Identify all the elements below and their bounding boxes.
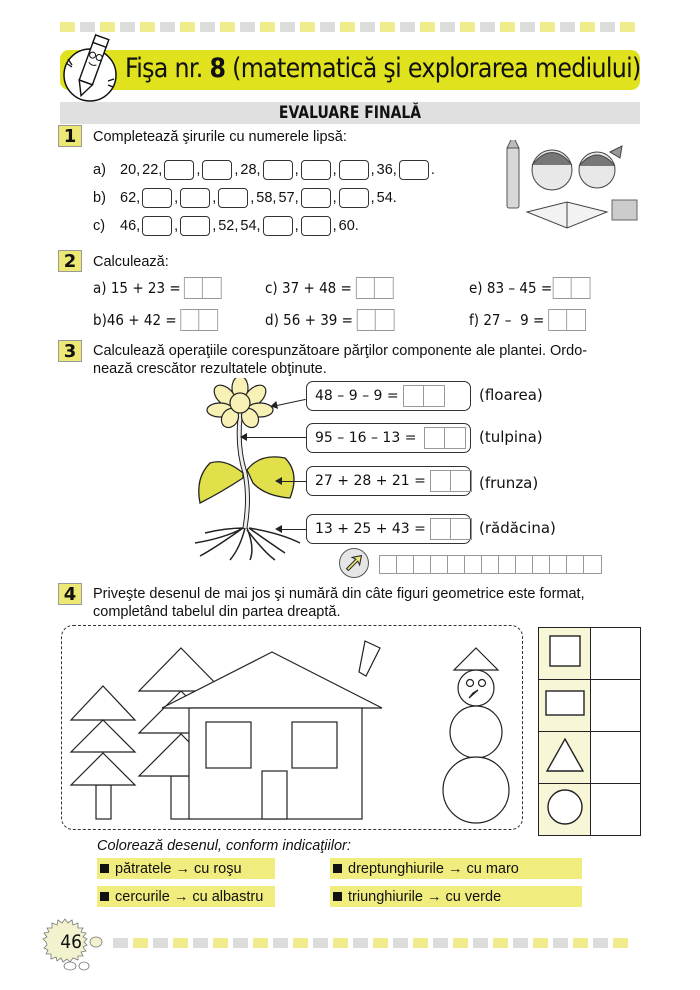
sequence-value: 36, xyxy=(376,162,397,178)
calc-label: f) xyxy=(469,311,480,329)
calc-expression: 56 + 39 = xyxy=(283,311,354,329)
stripe-square xyxy=(313,938,328,948)
order-cell[interactable] xyxy=(516,556,533,573)
triangle xyxy=(71,720,135,752)
stripe-square xyxy=(593,938,608,948)
answer-box[interactable] xyxy=(180,309,218,331)
stripe-square xyxy=(360,22,375,32)
pointer-to-root xyxy=(281,529,306,530)
window-square xyxy=(206,722,251,768)
bottom-decorative-stripe xyxy=(113,938,628,948)
row-label: a) xyxy=(93,162,106,178)
sequence-value: 52, xyxy=(218,218,239,234)
exercise-3-instruction-line-2: nează crescător rezultatele obţinute. xyxy=(93,361,327,377)
arrow-order-icon xyxy=(339,548,369,578)
count-cell-squares[interactable] xyxy=(591,628,641,680)
answer-box[interactable] xyxy=(424,427,466,449)
section-title: EVALUARE FINALĂ xyxy=(278,103,422,123)
calc-label: d) xyxy=(265,311,279,329)
stripe-square xyxy=(553,938,568,948)
calc-expression: 15 + 23 = xyxy=(110,279,181,297)
coloring-instruction: Colorează desenul, conform indicaţiilor: xyxy=(97,838,351,854)
calc-e xyxy=(469,277,591,299)
stripe-square xyxy=(540,22,555,32)
tree-trunk-rectangle xyxy=(171,776,191,819)
tree-trunk-rectangle xyxy=(96,785,111,819)
calc-f xyxy=(469,309,586,331)
order-cell[interactable] xyxy=(567,556,584,573)
sequence-value: 28, xyxy=(240,162,261,178)
sequence-value: , xyxy=(332,218,337,234)
sheet-number: 8 xyxy=(209,53,226,84)
operation-expression: 13 + 25 + 43 = xyxy=(315,521,426,537)
sequence-value: , xyxy=(174,190,179,206)
operation-leaf xyxy=(306,466,471,496)
stripe-square xyxy=(160,22,175,32)
missing-number-box[interactable] xyxy=(263,160,293,180)
shape-count-table xyxy=(538,627,641,836)
stripe-square xyxy=(580,22,595,32)
sequence-value: , xyxy=(370,162,375,178)
stripe-square xyxy=(120,22,135,32)
stripe-square xyxy=(260,22,275,32)
order-cell[interactable] xyxy=(431,556,448,573)
stripe-square xyxy=(453,938,468,948)
calc-expression: 46 + 42 = xyxy=(106,311,177,329)
table-row xyxy=(539,680,641,732)
page-number: 46 xyxy=(60,931,82,953)
sequence-value: 62, xyxy=(120,190,141,206)
sequence-value: , xyxy=(234,162,239,178)
bullet-square-icon xyxy=(100,892,109,901)
stripe-square xyxy=(380,22,395,32)
operation-stem xyxy=(306,423,471,453)
calc-b xyxy=(93,309,218,331)
calc-d xyxy=(265,309,394,331)
stripe-square xyxy=(100,22,115,32)
row-label: b) xyxy=(93,190,106,206)
calc-label: a) xyxy=(93,279,107,297)
hat-triangle xyxy=(454,648,498,670)
sequence-value: , xyxy=(212,190,217,206)
stripe-square xyxy=(533,938,548,948)
plant-illustration xyxy=(185,378,315,563)
rule-text: cercurile → cu albastru xyxy=(115,888,264,905)
stripe-square xyxy=(520,22,535,32)
geometric-drawing xyxy=(55,620,535,835)
sequence-value: , xyxy=(196,162,201,178)
body-circle xyxy=(450,706,502,758)
ordered-results-strip[interactable] xyxy=(379,555,602,574)
sequence-value: , xyxy=(332,190,337,206)
order-cell[interactable] xyxy=(465,556,482,573)
stripe-square xyxy=(600,22,615,32)
stripe-square xyxy=(420,22,435,32)
sequence-value: 54, xyxy=(240,218,261,234)
coloring-rule-triangles xyxy=(330,886,582,907)
exercise-2-badge: 2 xyxy=(58,250,82,272)
sequence-row-c xyxy=(93,216,360,236)
pointer-to-leaf xyxy=(281,481,306,482)
table-row xyxy=(539,628,641,680)
calc-expression: 83 – 45 = xyxy=(486,279,553,297)
answer-box[interactable] xyxy=(357,309,395,331)
exercise-3-badge: 3 xyxy=(58,340,82,362)
count-cell-circles[interactable] xyxy=(591,784,641,836)
eye-circle xyxy=(467,680,474,687)
pencil-mascot-icon xyxy=(58,33,123,103)
missing-number-box[interactable] xyxy=(202,160,232,180)
order-cell[interactable] xyxy=(584,556,601,573)
title-subject: (matematică şi explorarea mediului) xyxy=(232,53,641,84)
answer-box[interactable] xyxy=(553,277,591,299)
missing-number-box[interactable] xyxy=(301,160,331,180)
missing-number-box[interactable] xyxy=(180,216,210,236)
missing-number-box[interactable] xyxy=(218,188,248,208)
stripe-square xyxy=(153,938,168,948)
stripe-square xyxy=(500,22,515,32)
sequence-value: , xyxy=(294,162,299,178)
stripe-square xyxy=(373,938,388,948)
coloring-rule-circles xyxy=(97,886,275,907)
calc-expression: 27 – 9 = xyxy=(483,311,545,329)
eye-circle xyxy=(479,680,486,687)
exercise-1-badge: 1 xyxy=(58,125,82,147)
missing-number-box[interactable] xyxy=(301,188,331,208)
bullet-square-icon xyxy=(333,892,342,901)
answer-box[interactable] xyxy=(184,277,222,299)
calc-label: c) xyxy=(265,279,278,297)
missing-number-box[interactable] xyxy=(142,188,172,208)
order-cell[interactable] xyxy=(448,556,465,573)
triangle xyxy=(71,686,135,720)
sequence-value: , xyxy=(294,218,299,234)
order-cell[interactable] xyxy=(550,556,567,573)
calc-c xyxy=(265,277,393,299)
order-cell[interactable] xyxy=(414,556,431,573)
title-prefix: Fişa nr. xyxy=(125,53,203,84)
bullet-square-icon xyxy=(100,864,109,873)
exercise-2-instruction: Calculează: xyxy=(93,254,169,270)
part-label-root: (rădăcina) xyxy=(479,519,556,537)
operation-expression: 48 – 9 – 9 = xyxy=(315,388,399,404)
sequence-value: 46, xyxy=(120,218,141,234)
top-decorative-stripe xyxy=(60,22,635,32)
answer-box[interactable] xyxy=(548,309,586,331)
answer-box[interactable] xyxy=(430,470,472,492)
stripe-square xyxy=(133,938,148,948)
sequence-row-b xyxy=(93,188,398,208)
stripe-square xyxy=(460,22,475,32)
stripe-square xyxy=(193,938,208,948)
chimney-rectangle xyxy=(359,641,380,676)
shape-cell xyxy=(539,784,591,836)
sequence-value: , xyxy=(370,190,375,206)
missing-number-box[interactable] xyxy=(399,160,429,180)
shape-cell xyxy=(539,680,591,732)
missing-number-box[interactable] xyxy=(180,188,210,208)
missing-number-box[interactable] xyxy=(164,160,194,180)
rule-text: pătratele → cu roşu xyxy=(115,860,242,877)
stripe-square xyxy=(433,938,448,948)
stripe-square xyxy=(493,938,508,948)
stripe-square xyxy=(480,22,495,32)
stripe-square xyxy=(233,938,248,948)
square-icon xyxy=(548,634,582,668)
stripe-square xyxy=(80,22,95,32)
circle-icon xyxy=(546,788,584,826)
sequence-value: 60. xyxy=(338,218,359,234)
part-label-leaf: (frunza) xyxy=(479,474,539,492)
calc-expression: 37 + 48 = xyxy=(282,279,352,297)
exercise-4-instruction-line-2: completând tabelul din partea dreaptă. xyxy=(93,604,341,620)
stripe-square xyxy=(213,938,228,948)
missing-number-box[interactable] xyxy=(339,160,369,180)
exercise-1-instruction: Completează şirurile cu numerele lipsă: xyxy=(93,129,347,145)
operation-root xyxy=(306,514,471,544)
answer-box[interactable] xyxy=(430,518,472,540)
head-circle xyxy=(458,670,494,706)
row-label: c) xyxy=(93,218,106,234)
missing-number-box[interactable] xyxy=(142,216,172,236)
rectangle-icon xyxy=(544,688,586,718)
rule-text: triunghiurile → cu verde xyxy=(348,888,502,905)
sequence-row-a xyxy=(93,160,436,180)
calc-label: b) xyxy=(93,311,107,329)
count-cell-triangles[interactable] xyxy=(591,732,641,784)
stripe-square xyxy=(273,938,288,948)
stripe-square xyxy=(60,22,75,32)
triangle xyxy=(71,753,135,785)
sequence-value: . xyxy=(430,162,435,178)
operation-expression: 27 + 28 + 21 = xyxy=(315,473,426,489)
stripe-square xyxy=(620,22,635,32)
stripe-square xyxy=(113,938,128,948)
children-reading-illustration xyxy=(492,140,642,235)
coloring-rule-rectangles xyxy=(330,858,582,879)
calc-label: e) xyxy=(469,279,483,297)
sequence-value: , xyxy=(212,218,217,234)
sequence-value: , xyxy=(174,218,179,234)
answer-box[interactable] xyxy=(355,277,393,299)
missing-number-box[interactable] xyxy=(339,188,369,208)
stripe-square xyxy=(333,938,348,948)
stripe-square xyxy=(220,22,235,32)
stripe-square xyxy=(573,938,588,948)
stripe-square xyxy=(200,22,215,32)
shape-cell xyxy=(539,628,591,680)
part-label-flower: (floarea) xyxy=(479,386,543,404)
table-row xyxy=(539,784,641,836)
stripe-square xyxy=(440,22,455,32)
section-title-band xyxy=(60,102,640,124)
calc-a xyxy=(93,277,222,299)
table-row xyxy=(539,732,641,784)
door-rectangle xyxy=(262,771,287,819)
stripe-square xyxy=(513,938,528,948)
order-cell[interactable] xyxy=(397,556,414,573)
stripe-square xyxy=(353,938,368,948)
stripe-square xyxy=(253,938,268,948)
missing-number-box[interactable] xyxy=(301,216,331,236)
stripe-square xyxy=(560,22,575,32)
pointer-to-stem xyxy=(246,437,306,438)
sequence-value: 57, xyxy=(278,190,299,206)
stripe-square xyxy=(400,22,415,32)
exercise-3-instruction-line-1: Calculează operaţiile corespunzătoare părţilor componente ale plantei. Ordo- xyxy=(93,343,588,359)
order-cell[interactable] xyxy=(380,556,397,573)
operation-flower xyxy=(306,381,471,411)
order-cell[interactable] xyxy=(482,556,499,573)
exercise-4-badge: 4 xyxy=(58,583,82,605)
stripe-square xyxy=(180,22,195,32)
exercise-4-instruction-line-1: Priveşte desenul de mai jos şi numără din câte figuri geometrice este format, xyxy=(93,586,585,602)
stripe-square xyxy=(140,22,155,32)
stripe-square xyxy=(173,938,188,948)
page-title xyxy=(125,53,641,84)
stripe-square xyxy=(240,22,255,32)
stripe-square xyxy=(340,22,355,32)
sequence-value: 58, xyxy=(256,190,277,206)
order-cell[interactable] xyxy=(533,556,550,573)
stripe-square xyxy=(280,22,295,32)
sequence-value: 22, xyxy=(142,162,163,178)
stripe-square xyxy=(393,938,408,948)
bullet-square-icon xyxy=(333,864,342,873)
window-square xyxy=(292,722,337,768)
sequence-value: , xyxy=(250,190,255,206)
sequence-value: 54. xyxy=(376,190,397,206)
operation-expression: 95 – 16 – 13 = xyxy=(315,430,417,446)
stripe-square xyxy=(320,22,335,32)
missing-number-box[interactable] xyxy=(263,216,293,236)
sequence-value: 20, xyxy=(120,162,141,178)
stripe-square xyxy=(293,938,308,948)
stripe-square xyxy=(613,938,628,948)
rule-text: dreptunghiurile → cu maro xyxy=(348,860,519,877)
answer-box[interactable] xyxy=(403,385,445,407)
stripe-square xyxy=(300,22,315,32)
coloring-rule-squares xyxy=(97,858,275,879)
stripe-square xyxy=(413,938,428,948)
part-label-stem: (tulpina) xyxy=(479,428,543,446)
stripe-square xyxy=(473,938,488,948)
triangle-icon xyxy=(545,737,585,773)
sequence-value: , xyxy=(332,162,337,178)
order-cell[interactable] xyxy=(499,556,516,573)
shape-cell xyxy=(539,732,591,784)
count-cell-rectangles[interactable] xyxy=(591,680,641,732)
body-circle xyxy=(443,757,509,823)
